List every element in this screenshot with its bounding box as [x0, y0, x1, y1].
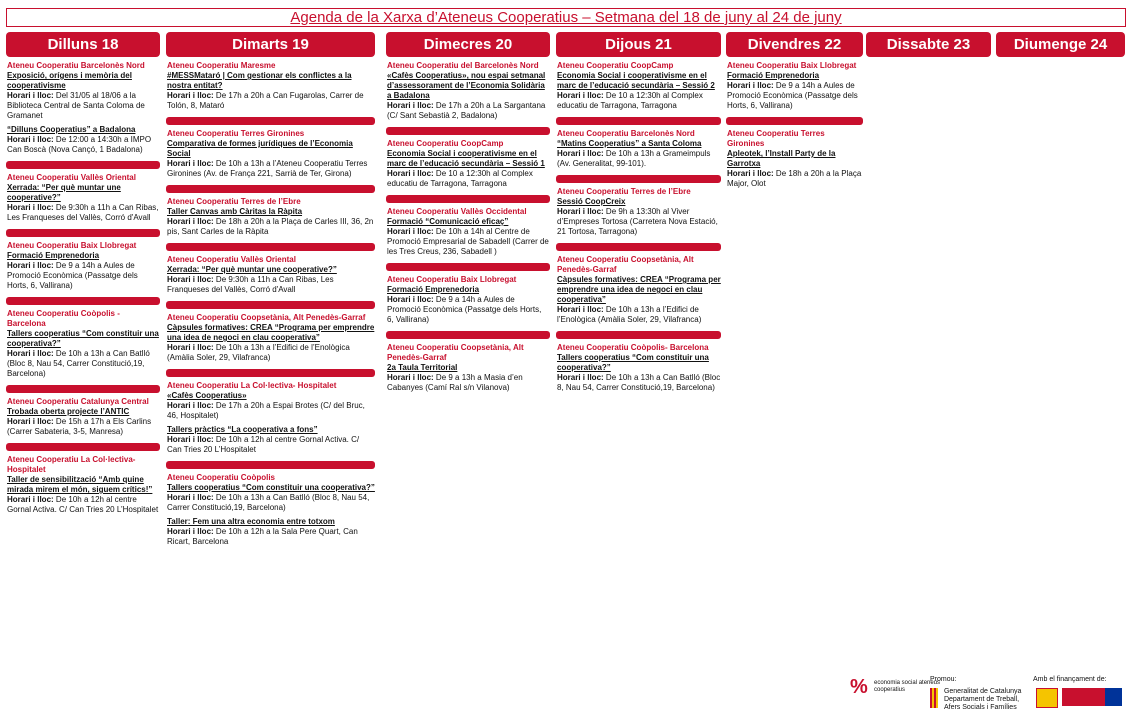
schedule-label: Horari i lloc: — [7, 495, 54, 504]
financament-label: Amb el finançament de: — [1033, 676, 1107, 683]
event-item — [7, 125, 160, 155]
event-title: Economia Social i cooperativisme en el marc de l’educació secundària – Sessió 2 — [557, 71, 715, 90]
gobierno-logo — [1036, 688, 1110, 708]
event-schedule — [7, 417, 160, 437]
event-item — [387, 207, 550, 257]
schedule-info: De 10h a 13h a Can Batlló (Bloc 8, Nau 54, Carrer Constitució,19, Barcelona) — [167, 493, 370, 512]
schedule-label: Horari i lloc: — [557, 91, 604, 100]
schedule-label: Horari i lloc: — [167, 159, 214, 168]
event-schedule — [557, 91, 721, 111]
event-separator — [556, 331, 721, 339]
schedule-info: De 10h a 13h a l’Edifici de l’Enològica (Amàlia Soler, 29, Vilafranca) — [167, 343, 350, 362]
event-schedule — [387, 227, 550, 257]
schedule-info: De 10h a 12h a la Sala Pere Quart, Can Ricart, Barcelona — [167, 527, 358, 546]
event-organizer: Ateneu Cooperatiu Barcelonès Nord — [557, 129, 695, 138]
schedule-info: De 10h a 13h a Can Batlló (Bloc 8, Nau 54, Carrer Constitució,19, Barcelona) — [7, 349, 150, 378]
day-header: Diumenge 24 — [996, 32, 1125, 57]
schedule-info: De 10h a 14h al Centre de Promoció Empresarial de Sabadell (Carrer de les Tres Creus, 236, Sabadell ) — [387, 227, 549, 256]
schedule-info: De 10h a 13h a l’Edifici de l’Enològica (Amàlia Soler, 29, Vilafranca) — [557, 305, 702, 324]
event-item — [167, 381, 375, 421]
event-schedule — [167, 159, 375, 179]
schedule-info: De 10h a 12h al centre Gornal Activa. C/ Can Tries 20 L’Hospitalet — [167, 435, 360, 454]
day-header: Dilluns 18 — [6, 32, 160, 57]
event-organizer: Ateneu Cooperatiu La Col·lectiva- Hospitalet — [167, 381, 337, 390]
day-header: Divendres 22 — [726, 32, 863, 57]
event-title: Exposició, orígens i memòria del cooperativisme — [7, 71, 132, 90]
schedule-info: De 17h a 20h a Espai Brotes (C/ del Bruc, 46, Hospitalet) — [167, 401, 365, 420]
schedule-info: De 9:30h a 11h a Can Ribas, Les Franqueses del Vallès, Corró d'Avall — [167, 275, 334, 294]
schedule-info: De 9 a 14h a Aules de Promoció Econòmica (Passatge dels Horts, 6, Vallirana) — [727, 81, 858, 110]
schedule-info: De 9 a 13h a Masia d’en Cabanyes (Camí Ral s/n Vilanova) — [387, 373, 523, 392]
event-item — [167, 425, 375, 455]
event-title: Formació Emprenedoria — [727, 71, 820, 80]
event-item — [167, 517, 375, 547]
event-organizer: Ateneu Cooperatiu Coòpolis — [167, 473, 275, 482]
event-schedule — [557, 149, 721, 169]
schedule-label: Horari i lloc: — [7, 203, 54, 212]
schedule-label: Horari i lloc: — [387, 101, 434, 110]
gencat-flag-icon — [930, 688, 938, 708]
event-separator — [386, 331, 550, 339]
event-title: “Matins Cooperatius” a Santa Coloma — [557, 139, 702, 148]
event-separator — [6, 443, 160, 451]
event-schedule — [7, 261, 160, 291]
event-separator — [166, 117, 375, 125]
event-organizer: Ateneu Cooperatiu Terres Gironines — [167, 129, 305, 138]
event-title: Tallers cooperatius “Com constituir una cooperativa?” — [557, 353, 709, 372]
schedule-label: Horari i lloc: — [387, 373, 434, 382]
event-title: Càpsules formatives: CREA “Programa per emprendre una idea de negoci en clau cooperativa” — [557, 275, 721, 304]
schedule-info: De 9h a 13:30h al Viver d’Empreses Tortosa (Carretera Nova Estació, 21 Tortosa, Tarragona) — [557, 207, 718, 236]
event-item — [167, 61, 375, 111]
event-item — [557, 343, 721, 393]
event-separator — [166, 185, 375, 193]
event-organizer: Ateneu Cooperatiu Coopsetània, Alt Penedès-Garraf — [167, 313, 366, 322]
event-item — [167, 313, 375, 363]
schedule-label: Horari i lloc: — [557, 373, 604, 382]
event-schedule — [167, 217, 375, 237]
gencat-text: Generalitat de Catalunya Departament de Treball, Afers Socials i Famílies — [943, 688, 1022, 711]
event-item — [387, 343, 550, 393]
gencat-logo — [930, 688, 1024, 712]
day-column — [556, 32, 721, 393]
event-separator — [6, 297, 160, 305]
event-separator — [166, 301, 375, 309]
event-organizer: Ateneu Cooperatiu Terres de l’Ebre — [167, 197, 301, 206]
event-item — [167, 255, 375, 295]
event-title: 2a Taula Territorial — [387, 363, 458, 372]
schedule-label: Horari i lloc: — [387, 227, 434, 236]
event-separator — [166, 369, 375, 377]
event-schedule — [557, 305, 721, 325]
schedule-label: Horari i lloc: — [167, 435, 214, 444]
event-schedule — [167, 401, 375, 421]
event-schedule — [7, 349, 160, 379]
event-schedule — [557, 373, 721, 393]
schedule-label: Horari i lloc: — [727, 81, 774, 90]
percent-icon: % — [850, 676, 868, 698]
event-separator — [166, 243, 375, 251]
event-organizer: Ateneu Cooperatiu Vallès Oriental — [7, 173, 136, 182]
event-schedule — [387, 101, 550, 121]
day-column — [6, 32, 160, 515]
event-title: Apleotek, l’Install Party de la Garrotxa — [727, 149, 836, 168]
day-header: Dijous 21 — [556, 32, 721, 57]
event-separator — [386, 127, 550, 135]
schedule-info: De 10 a 12:30h al Complex educatiu de Tarragona, Tarragona — [387, 169, 533, 188]
day-header: Dissabte 23 — [866, 32, 991, 57]
event-item — [7, 61, 160, 121]
event-schedule — [7, 203, 160, 223]
event-item — [167, 473, 375, 513]
event-title: Formació Emprenedoria — [387, 285, 480, 294]
event-item — [7, 397, 160, 437]
event-schedule — [727, 169, 863, 189]
schedule-label: Horari i lloc: — [387, 295, 434, 304]
event-organizer: Ateneu Cooperatiu Baix Llobregat — [727, 61, 857, 70]
schedule-label: Horari i lloc: — [727, 169, 774, 178]
schedule-label: Horari i lloc: — [167, 493, 214, 502]
event-schedule — [167, 435, 375, 455]
event-title: Taller Canvas amb Càritas la Ràpita — [167, 207, 303, 216]
event-organizer: Ateneu Cooperatiu Coòpolis- Barcelona — [557, 343, 709, 352]
event-schedule — [167, 91, 375, 111]
event-organizer: Ateneu Cooperatiu Maresme — [167, 61, 276, 70]
event-organizer: Ateneu Cooperatiu del Barcelonès Nord — [387, 61, 539, 70]
event-item — [557, 129, 721, 169]
event-organizer: Ateneu Cooperatiu Catalunya Central — [7, 397, 149, 406]
schedule-info: De 18h a 20h a la Plaça Major, Olot — [727, 169, 862, 188]
event-schedule — [167, 275, 375, 295]
event-title: Càpsules formatives: CREA “Programa per emprendre una idea de negoci en clau cooperativa” — [167, 323, 375, 342]
event-schedule — [167, 343, 375, 363]
event-separator — [556, 117, 721, 125]
schedule-info: De 10h a 13h a l’Ateneu Cooperatiu Terres Gironines (Av. de França 221, Sarrià de Ter, Girona) — [167, 159, 368, 178]
event-item — [387, 61, 550, 121]
event-schedule — [7, 495, 160, 515]
event-title: Trobada oberta projecte l’ANTIC — [7, 407, 130, 416]
event-title: Taller: Fem una altra economia entre totxom — [167, 517, 335, 526]
event-item — [7, 455, 160, 515]
schedule-info: De 10h a 13h a Grameimpuls (Av. Generalitat, 99-101). — [557, 149, 711, 168]
schedule-info: De 10h a 13h a Can Batlló (Bloc 8, Nau 54, Carrer Constitució,19, Barcelona) — [557, 373, 721, 392]
event-title: Xerrada: “Per què muntar une cooperative?” — [7, 183, 121, 202]
schedule-info: De 10 a 12:30h al Complex educatiu de Tarragona, Tarragona — [557, 91, 703, 110]
event-organizer: Ateneu Cooperatiu Baix Llobregat — [7, 241, 137, 250]
event-schedule — [167, 527, 375, 547]
event-item — [7, 309, 160, 379]
event-organizer: Ateneu Cooperatiu Vallès Oriental — [167, 255, 296, 264]
economia-social-text: economia social ateneus cooperatius — [874, 680, 941, 693]
event-organizer: Ateneu Cooperatiu CoopCamp — [387, 139, 504, 148]
event-separator — [556, 175, 721, 183]
event-separator — [386, 195, 550, 203]
event-title: Tallers pràctics “La cooperativa a fons” — [167, 425, 318, 434]
page-title: Agenda de la Xarxa d’Ateneus Cooperatius – Setmana del 18 de juny al 24 de juny — [6, 8, 1126, 27]
event-separator — [6, 229, 160, 237]
schedule-label: Horari i lloc: — [387, 169, 434, 178]
event-organizer: Ateneu Cooperatiu Coopsetània, Alt Penedès-Garraf — [387, 343, 524, 362]
event-title: «Cafès Cooperatius» — [167, 391, 247, 400]
event-separator — [386, 263, 550, 271]
event-schedule — [387, 169, 550, 189]
eu-flag-icon — [1105, 688, 1122, 706]
day-column — [866, 32, 991, 57]
event-separator — [726, 117, 863, 125]
event-title: Tallers cooperatius “Com constituir una cooperativa?” — [7, 329, 159, 348]
event-title: Formació Emprenedoria — [7, 251, 100, 260]
event-item — [727, 61, 863, 111]
day-column — [386, 32, 550, 393]
event-title: Economia Social i cooperativisme en el marc de l’educació secundària – Sessió 1 — [387, 149, 545, 168]
event-title: Formació “Comunicació eficaç” — [387, 217, 509, 226]
event-organizer: Ateneu Cooperatiu CoopCamp — [557, 61, 674, 70]
event-organizer: Ateneu Cooperatiu Terres Gironines — [727, 129, 825, 148]
event-item — [7, 173, 160, 223]
event-title: «Cafès Cooperatius», nou espai setmanal d’assessorament de l’Economia Solidària a Badalona — [387, 71, 546, 100]
event-organizer: Ateneu Cooperatiu Barcelonès Nord — [7, 61, 145, 70]
day-column — [996, 32, 1125, 57]
event-schedule — [7, 91, 160, 121]
event-title: “Dilluns Cooperatius” a Badalona — [7, 125, 136, 134]
event-title: Tallers cooperatius “Com constituir una cooperativa?” — [167, 483, 375, 492]
day-column — [726, 32, 863, 189]
event-item — [167, 129, 375, 179]
schedule-label: Horari i lloc: — [7, 91, 54, 100]
schedule-label: Horari i lloc: — [167, 527, 214, 536]
event-organizer: Ateneu Cooperatiu Baix Llobregat — [387, 275, 517, 284]
schedule-label: Horari i lloc: — [167, 275, 214, 284]
schedule-label: Horari i lloc: — [167, 217, 214, 226]
schedule-label: Horari i lloc: — [167, 401, 214, 410]
schedule-label: Horari i lloc: — [557, 207, 604, 216]
schedule-info: De 9 a 14h a Aules de Promoció Econòmica (Passatge dels Horts, 6, Vallirana) — [7, 261, 138, 290]
schedule-info: De 15h a 17h a Els Carlins (Carrer Sabateria, 3-5, Manresa) — [7, 417, 152, 436]
event-schedule — [557, 207, 721, 237]
event-item — [557, 61, 721, 111]
event-title: #MESSMataró | Com gestionar els conflictes a la nostra entitat? — [167, 71, 352, 90]
day-header: Dimecres 20 — [386, 32, 550, 57]
schedule-label: Horari i lloc: — [7, 417, 54, 426]
schedule-info: De 12:00 a 14:30h a IMPO Can Boscà (Nova Cançó, 1 Badalona) — [7, 135, 152, 154]
event-schedule — [7, 135, 160, 155]
schedule-label: Horari i lloc: — [167, 343, 214, 352]
schedule-info: De 17h a 20h a Can Fugarolas, Carrer de Tolón, 8, Mataró — [167, 91, 364, 110]
event-item — [727, 129, 863, 189]
schedule-info: De 9 a 14h a Aules de Promoció Econòmica (Passatge dels Horts, 6, Vallirana) — [387, 295, 542, 324]
event-organizer: Ateneu Cooperatiu La Col·lectiva- Hospitalet — [7, 455, 136, 474]
schedule-label: Horari i lloc: — [167, 91, 214, 100]
schedule-label: Horari i lloc: — [557, 149, 604, 158]
event-schedule — [167, 493, 375, 513]
schedule-label: Horari i lloc: — [557, 305, 604, 314]
event-item — [387, 139, 550, 189]
event-schedule — [387, 373, 550, 393]
event-separator — [6, 161, 160, 169]
event-title: Comparativa de formes jurídiques de l’Economia Social — [167, 139, 353, 158]
event-schedule — [727, 81, 863, 111]
event-title: Taller de sensibilització “Amb quine mirada mirem el món, siguem crítics!” — [7, 475, 153, 494]
event-item — [557, 255, 721, 325]
event-separator — [556, 243, 721, 251]
event-title: Xerrada: “Per què muntar une cooperative?” — [167, 265, 337, 274]
event-organizer: Ateneu Cooperatiu Vallès Occidental — [387, 207, 527, 216]
schedule-label: Horari i lloc: — [7, 261, 54, 270]
schedule-label: Horari i lloc: — [7, 349, 54, 358]
spain-emblem-icon — [1036, 688, 1058, 708]
event-schedule — [387, 295, 550, 325]
schedule-info: Del 31/05 al 18/06 a la Biblioteca Central de Santa Coloma de Gramanet — [7, 91, 145, 120]
day-header: Dimarts 19 — [166, 32, 375, 57]
schedule-info: De 18h a 20h a la Plaça de Carles III, 36, 2n pis, Sant Carles de la Ràpita — [167, 217, 374, 236]
schedule-info: De 17h a 20h a La Sargantana (C/ Sant Sebastià 2, Badalona) — [387, 101, 546, 120]
event-organizer: Ateneu Cooperatiu Coopsetània, Alt Penedès-Garraf — [557, 255, 694, 274]
schedule-info: De 10h a 12h al centre Gornal Activa. C/ Can Tries 20 L’Hospitalet — [7, 495, 159, 514]
schedule-info: De 9:30h a 11h a Can Ribas, Les Franqueses del Vallès, Corró d'Avall — [7, 203, 159, 222]
event-organizer: Ateneu Cooperatiu Coòpolis - Barcelona — [7, 309, 120, 328]
event-item — [7, 241, 160, 291]
event-separator — [166, 461, 375, 469]
event-item — [557, 187, 721, 237]
day-column — [166, 32, 375, 547]
event-organizer: Ateneu Cooperatiu Terres de l’Ebre — [557, 187, 691, 196]
schedule-label: Horari i lloc: — [7, 135, 54, 144]
event-item — [167, 197, 375, 237]
event-separator — [6, 385, 160, 393]
promou-label: Promou: — [930, 676, 957, 683]
event-item — [387, 275, 550, 325]
gobierno-text-block — [1062, 688, 1110, 706]
event-title: Sessió CoopCreix — [557, 197, 626, 206]
